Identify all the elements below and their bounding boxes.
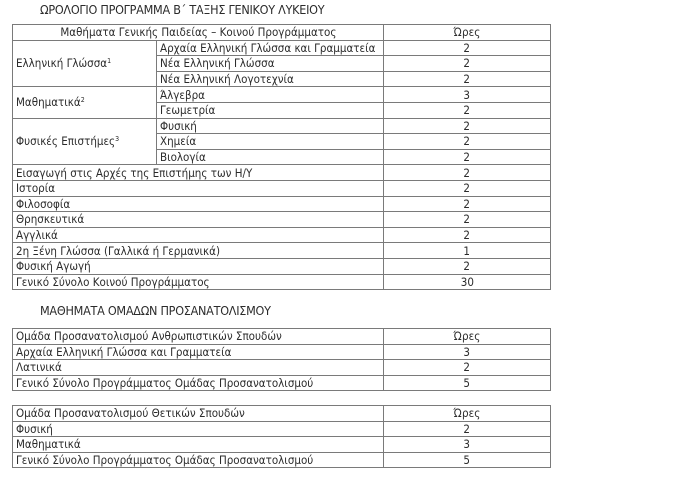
total-hours: 5 — [384, 375, 551, 391]
subject-hours: 2 — [384, 134, 551, 150]
subject-name: Αρχαία Ελληνική Γλώσσα και Γραμματεία — [157, 40, 384, 56]
group-cell: Ελληνική Γλώσσα$^1$ — [13, 40, 157, 87]
footnote-marker: 1 — [107, 57, 112, 66]
table-header-row — [13, 25, 551, 41]
subject-hours: 2 — [384, 180, 551, 196]
section-title: ΜΑΘΗΜΑΤΑ ΟΜΑΔΩΝ ΠΡΟΣΑΝΑΤΟΛΙΣΜΟΥ — [40, 303, 271, 318]
table-row — [13, 421, 551, 437]
subject-name: Λατινικά — [13, 360, 384, 376]
subject-hours: 2 — [384, 149, 551, 165]
table-header-row — [13, 406, 551, 422]
subject-name: Αρχαία Ελληνική Γλώσσα και Γραμματεία — [13, 344, 384, 360]
common-curriculum-table — [12, 24, 551, 290]
table-row — [13, 227, 551, 243]
footnote-marker: 2 — [80, 96, 85, 105]
column-header-hours: Ώρες — [384, 406, 551, 422]
subject-name: Γεωμετρία — [157, 102, 384, 118]
subject-name: 2η Ξένη Γλώσσα (Γαλλικά ή Γερμανικά) — [13, 243, 384, 259]
table-row — [13, 243, 551, 259]
subject-name: Θρησκευτικά — [13, 212, 384, 228]
subject-hours: 2 — [384, 227, 551, 243]
subject-hours: 2 — [384, 165, 551, 181]
subject-name: Βιολογία — [157, 149, 384, 165]
group-header: Ομάδα Προσανατολισμού Θετικών Σπουδών — [13, 406, 384, 422]
footnote-marker: 3 — [115, 135, 120, 144]
total-row — [13, 274, 551, 290]
column-header-hours: Ώρες — [384, 329, 551, 345]
subject-hours: 2 — [384, 71, 551, 87]
subject-hours: 2 — [384, 360, 551, 376]
table-row — [13, 40, 551, 56]
page-title: ΩΡΟΛΟΓΙΟ ΠΡΟΓΡΑΜΜΑ Β΄ ΤΑΞΗΣ ΓΕΝΙΚΟΥ ΛΥΚΕΙΟΥ — [40, 2, 325, 17]
subject-name: Μαθηματικά — [13, 437, 384, 453]
table-row — [13, 258, 551, 274]
subject-hours: 2 — [384, 196, 551, 212]
subject-name: Αγγλικά — [13, 227, 384, 243]
subject-hours: 2 — [384, 102, 551, 118]
subject-hours: 3 — [384, 437, 551, 453]
subject-hours: 3 — [384, 87, 551, 103]
table-row — [13, 118, 551, 134]
total-hours: 5 — [384, 452, 551, 468]
subject-name: Φυσική — [13, 421, 384, 437]
group-cell: Μαθηματικά$^2$ — [13, 87, 157, 118]
subject-name: Ιστορία — [13, 180, 384, 196]
total-row — [13, 452, 551, 468]
table-row — [13, 165, 551, 181]
subject-hours: 2 — [384, 118, 551, 134]
subject-hours: 2 — [384, 258, 551, 274]
table-row — [13, 180, 551, 196]
table-row — [13, 344, 551, 360]
total-label: Γενικό Σύνολο Προγράμματος Ομάδας Προσανατολισμού — [13, 375, 384, 391]
subject-name: Άλγεβρα — [157, 87, 384, 103]
subject-hours: 2 — [384, 421, 551, 437]
subject-name: Νέα Ελληνική Λογοτεχνία — [157, 71, 384, 87]
subject-hours: 2 — [384, 40, 551, 56]
subject-name: Χημεία — [157, 134, 384, 150]
sciences-orientation-table — [12, 405, 551, 468]
column-header-hours: Ώρες — [384, 25, 551, 41]
total-row — [13, 375, 551, 391]
subject-hours: 3 — [384, 344, 551, 360]
subject-name: Φυσική Αγωγή — [13, 258, 384, 274]
group-cell: Φυσικές Επιστήμες$^3$ — [13, 118, 157, 165]
table-row — [13, 360, 551, 376]
group-header: Ομάδα Προσανατολισμού Ανθρωπιστικών Σπουδών — [13, 329, 384, 345]
table-header-row — [13, 329, 551, 345]
table-row — [13, 196, 551, 212]
total-label: Γενικό Σύνολο Προγράμματος Ομάδας Προσανατολισμού — [13, 452, 384, 468]
subject-name: Εισαγωγή στις Αρχές της Επιστήμης των Η/Υ — [13, 165, 384, 181]
table-row — [13, 437, 551, 453]
table-row — [13, 212, 551, 228]
subject-name: Φυσική — [157, 118, 384, 134]
humanities-orientation-table — [12, 328, 551, 391]
subject-name: Φιλοσοφία — [13, 196, 384, 212]
column-header-subjects: Μαθήματα Γενικής Παιδείας – Κοινού Προγράμματος — [13, 25, 384, 41]
subject-name: Νέα Ελληνική Γλώσσα — [157, 56, 384, 72]
subject-hours: 2 — [384, 56, 551, 72]
total-hours: 30 — [384, 274, 551, 290]
table-row — [13, 87, 551, 103]
subject-hours: 1 — [384, 243, 551, 259]
subject-hours: 2 — [384, 212, 551, 228]
total-label: Γενικό Σύνολο Κοινού Προγράμματος — [13, 274, 384, 290]
